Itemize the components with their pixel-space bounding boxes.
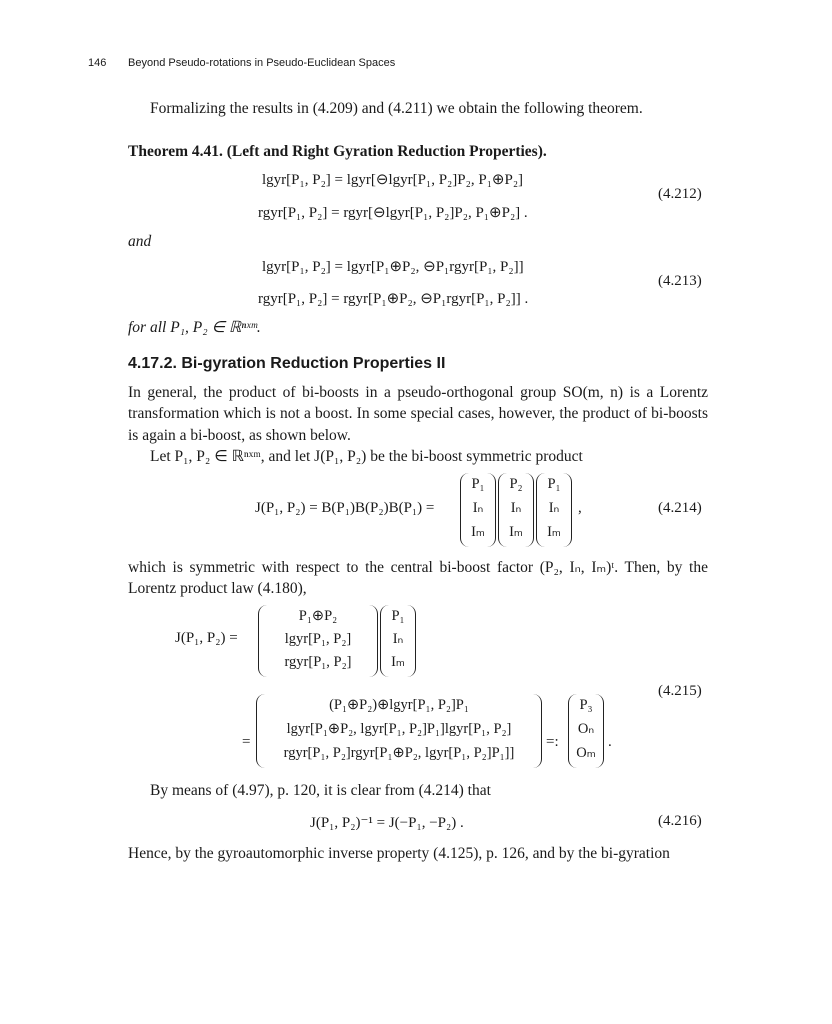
matrix-cell: Iₙ [392,631,404,647]
matrix-cell: P₁ [471,476,485,492]
eq214-matrix-2 [498,473,534,547]
page-number: 146 [88,57,107,69]
for-all-text: for all P₁, P₂ ∈ ℝⁿˣᵐ. [128,319,261,336]
eq215-number: (4.215) [658,683,702,699]
eq214-number: (4.214) [658,500,702,516]
eq213-number: (4.213) [658,273,702,289]
eq215-matrix-d [568,694,604,768]
matrix-cell: (P₁⊕P₂)⊕lgyr[P₁, P₂]P₁ [329,697,469,713]
eq216-number: (4.216) [658,813,702,829]
matrix-cell: P₁ [391,608,405,624]
eq212-number: (4.212) [658,186,702,202]
eq216-body: J(P₁, P₂)⁻¹ = J(−P₁, −P₂) . [310,815,464,831]
matrix-cell: rgyr[P₁, P₂]rgyr[P₁⊕P₂, lgyr[P₁, P₂]P₁]] [283,745,515,761]
eq215-matrix-b [380,605,416,677]
and-text: and [128,233,152,250]
section-para1: In general, the product of bi-boosts in a pseudo-orthogonal group SO(m, n) is a Lorentz transformation which is not a boost. In some special cases, however, the product of bi-boosts is again a bi-boost, as shown below. [128,384,708,444]
eq214-lhs: J(P₁, P₂) = B(P₁)B(P₂)B(P₁) = [255,500,435,516]
matrix-cell: Iₘ [391,654,405,670]
eq215-matrix-c [256,694,542,768]
matrix-cell: P₃ [579,697,593,713]
matrix-cell: Iₙ [548,500,560,516]
means-paragraph: By means of (4.97), p. 120, it is clear from (4.214) that [150,782,491,799]
intro-text: Formalizing the results in (4.209) and (4.211) we obtain the following theorem. [150,100,643,117]
eq214-trailing-comma: , [578,500,582,516]
eq215-matrix-a [258,605,378,677]
matrix-cell: Iₘ [509,524,523,540]
running-title: Beyond Pseudo-rotations in Pseudo-Euclidean Spaces [128,57,396,69]
matrix-cell: Iₙ [472,500,484,516]
matrix-cell: Oₘ [576,745,596,761]
eq214-matrix-3 [536,473,572,547]
eq213-line2: rgyr[P₁, P₂] = rgyr[P₁⊕P₂, ⊖P₁rgyr[P₁, P₂]] . [258,291,529,307]
matrix-cell: lgyr[P₁, P₂] [284,631,352,647]
lorentz-paragraph: which is symmetric with respect to the central bi-boost factor (P₂, Iₙ, Iₘ)ᵗ. Then, by the Lorentz product law (4.180), [128,559,708,598]
eq215-lhs: J(P₁, P₂) = [175,630,238,646]
section-para2: Let P₁, P₂ ∈ ℝⁿˣᵐ, and let J(P₁, P₂) be the bi-boost symmetric product [150,448,583,465]
eq212-line2: rgyr[P₁, P₂] = rgyr[⊖lgyr[P₁, P₂]P₂, P₁⊕P₂] . [258,205,528,221]
matrix-cell: P₂ [509,476,523,492]
matrix-cell: Iₘ [547,524,561,540]
eq215-defeq: =: [546,734,559,750]
eq213-line1: lgyr[P₁, P₂] = lgyr[P₁⊕P₂, ⊖P₁rgyr[P₁, P₂]] [262,259,524,275]
matrix-cell: rgyr[P₁, P₂] [284,654,352,670]
matrix-cell: Oₙ [577,721,595,737]
section-title: 4.17.2. Bi-gyration Reduction Properties II [128,355,446,372]
eq215-trailing-period: . [608,734,612,750]
matrix-cell: Iₘ [471,524,485,540]
eq212-line1: lgyr[P₁, P₂] = lgyr[⊖lgyr[P₁, P₂]P₂, P₁⊕P₂] [262,172,524,188]
matrix-cell: P₁ [547,476,561,492]
matrix-cell: Iₙ [510,500,522,516]
hence-paragraph: Hence, by the gyroautomorphic inverse property (4.125), p. 126, and by the bi-gyration [128,845,670,862]
eq215-equals: = [242,734,251,750]
matrix-cell: P₁⊕P₂ [298,608,338,624]
matrix-cell: lgyr[P₁⊕P₂, lgyr[P₁, P₂]P₁]lgyr[P₁, P₂] [286,721,512,737]
theorem-title: Theorem 4.41. (Left and Right Gyration Reduction Properties). [128,143,547,160]
eq214-matrix-1 [460,473,496,547]
